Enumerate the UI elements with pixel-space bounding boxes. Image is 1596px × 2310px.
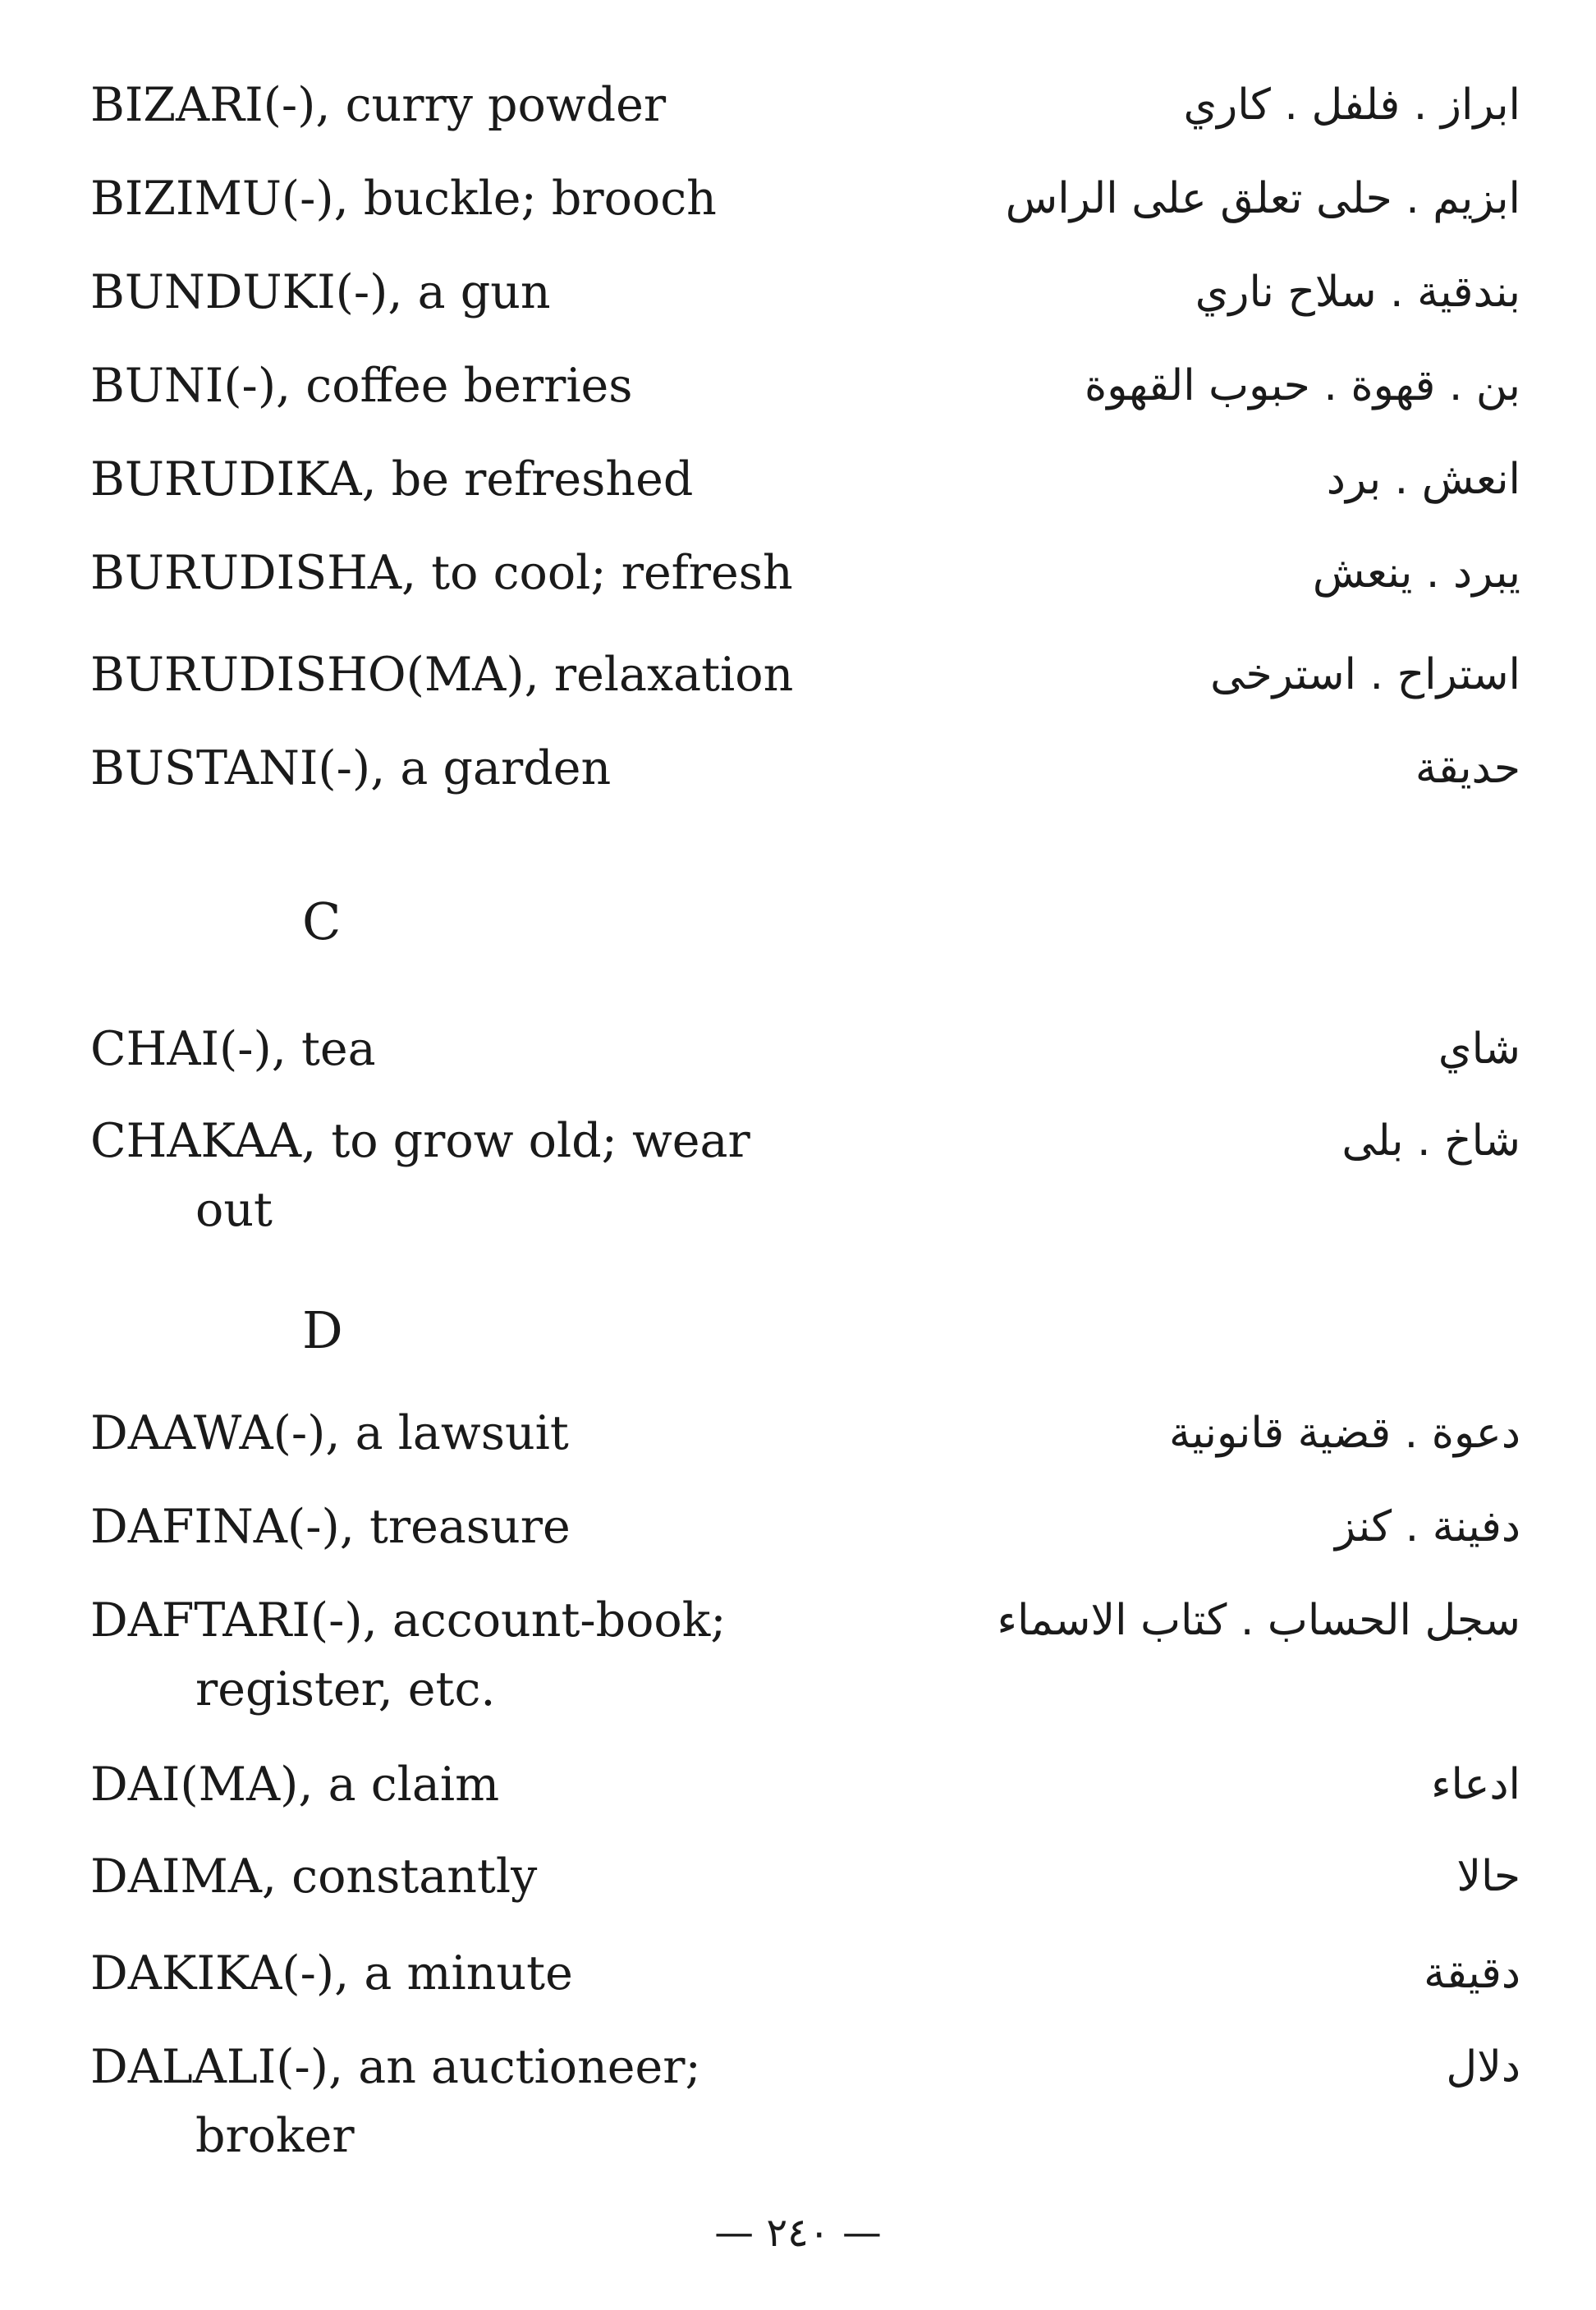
entry-arabic: حالا (1456, 1852, 1520, 1901)
entry-arabic: استراح . استرخى (1210, 650, 1520, 699)
entry-term (90, 1107, 878, 1244)
entry-english: BIZARI(-), curry powder (90, 78, 667, 132)
entry-term (90, 734, 878, 803)
entry-english: BUSTANI(-), a garden (90, 741, 612, 795)
section-heading-c: C (302, 891, 342, 951)
entry-arabic: انعش . برد (1326, 455, 1520, 504)
entry-arabic: دفينة . كنز (1334, 1502, 1520, 1551)
entry-arabic: يبرد . ينعش (1312, 548, 1520, 598)
entry-english: DAI(MA), a claim (90, 1758, 500, 1812)
entry-arabic: شاخ . بلى (1341, 1116, 1520, 1166)
entry-english: BURUDIKA, be refreshed (90, 452, 694, 506)
entry-english: BUNDUKI(-), a gun (90, 265, 551, 319)
entry-english: DAFTARI(-), account-book; (90, 1593, 727, 1648)
entry-arabic: بندقية . سلاح ناري (1195, 268, 1520, 317)
entry-term (90, 1842, 878, 1911)
entry-english: BUNI(-), coffee berries (90, 359, 633, 413)
entry-english: DAAWA(-), a lawsuit (90, 1406, 569, 1460)
entry-arabic: دقيقة (1424, 1949, 1520, 1998)
entry-arabic: شاي (1438, 1024, 1520, 1074)
entry-english: BIZIMU(-), buckle; brooch (90, 172, 717, 226)
entry-term (90, 351, 878, 420)
entry-arabic: دعوة . قضية قانونية (1168, 1409, 1520, 1458)
entry-term (90, 164, 878, 233)
entry-term (90, 1492, 878, 1561)
entry-english-continuation: broker (195, 2109, 355, 2163)
entry-english: BURUDISHA, to cool; refresh (90, 546, 793, 600)
entry-english: DAKIKA(-), a minute (90, 1946, 573, 2001)
section-heading-d: D (302, 1300, 343, 1360)
entry-term (90, 539, 878, 607)
entry-english: DALALI(-), an auctioneer; (90, 2040, 701, 2094)
entry-english: CHAKAA, to grow old; wear (90, 1114, 750, 1168)
entry-arabic: ادعاء (1431, 1760, 1520, 1809)
page-number: — ٢٤٠ — (714, 2210, 882, 2256)
entry-english: CHAI(-), tea (90, 1022, 376, 1076)
entry-english-continuation: out (195, 1183, 273, 1237)
entry-english: BURUDISHO(MA), relaxation (90, 648, 794, 702)
entry-arabic: ابزيم . حلى تعلق على الراس (1005, 174, 1520, 223)
entry-term (90, 71, 878, 140)
entry-term (90, 1399, 878, 1468)
entry-term (90, 1586, 878, 1724)
entry-arabic: دلال (1446, 2042, 1520, 2092)
entry-term (90, 1015, 878, 1084)
entry-term (90, 640, 878, 709)
entry-arabic: حديقة (1415, 744, 1520, 793)
entry-term (90, 445, 878, 514)
entry-arabic: سجل الحساب . كتاب الاسماء (997, 1596, 1520, 1645)
entry-arabic: ابراز . فلفل . كاري (1183, 80, 1520, 130)
entry-english: DAIMA, constantly (90, 1849, 538, 1904)
entry-term (90, 1939, 878, 2008)
entry-arabic: بن . قهوة . حبوب القهوة (1084, 361, 1520, 410)
entry-term (90, 2033, 878, 2170)
entry-english-continuation: register, etc. (195, 1662, 496, 1716)
entry-term (90, 1750, 878, 1819)
entry-term (90, 258, 878, 327)
entry-english: DAFINA(-), treasure (90, 1500, 571, 1554)
